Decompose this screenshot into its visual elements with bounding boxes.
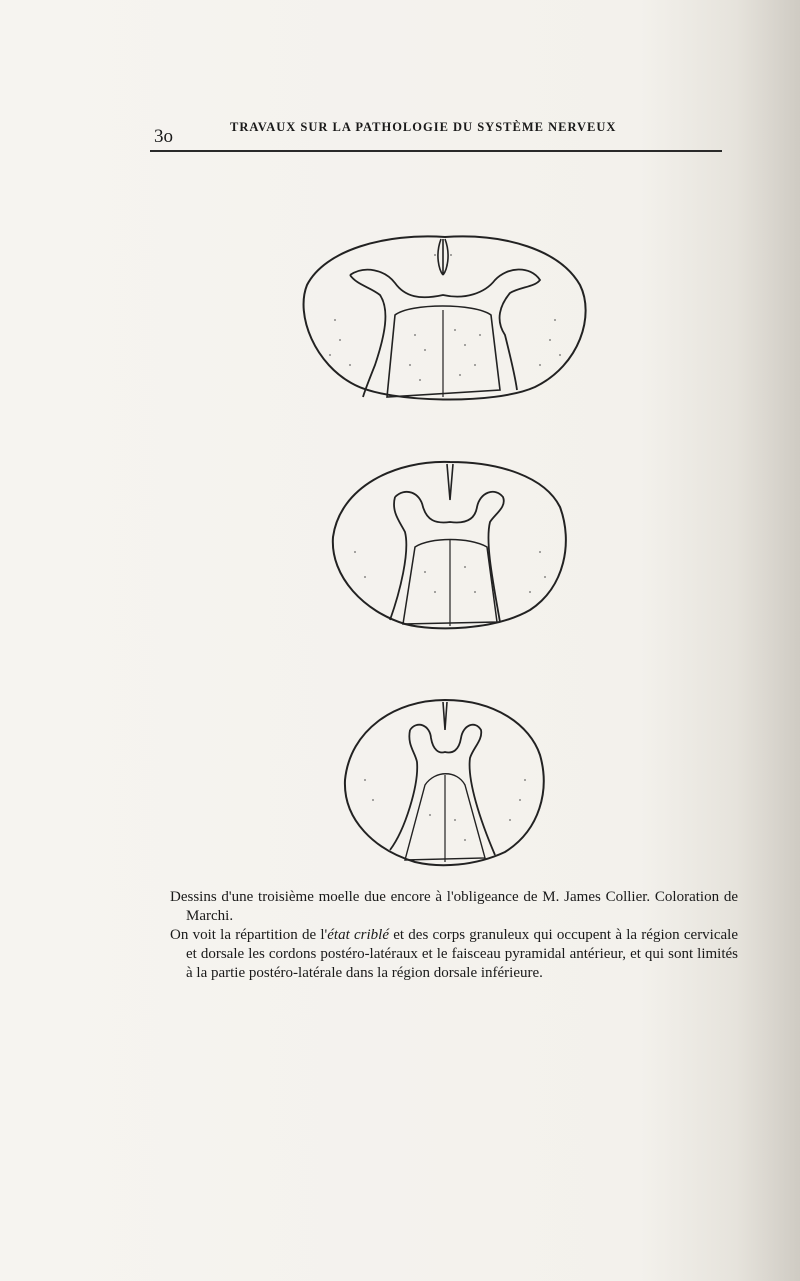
spinal-cord-section-middle (325, 452, 575, 632)
caption-italic-term: état criblé (327, 927, 389, 943)
page-number: 3o (154, 126, 173, 147)
caption-paragraph-2 (170, 926, 738, 983)
header-rule (150, 150, 722, 152)
running-title: TRAVAUX SUR LA PATHOLOGIE DU SYSTÈME NERVEUX (230, 120, 617, 134)
caption-text: On voit la répartition de l' (170, 927, 328, 943)
spinal-cord-section-upper (295, 225, 595, 415)
page-header (150, 118, 725, 148)
caption-paragraph-1: Dessins d'une troisième moelle due encore à l'obligeance de M. James Collier. Coloration de Marchi. (170, 889, 738, 924)
figure-caption (170, 888, 738, 983)
spinal-cord-section-lower (335, 690, 555, 870)
figure-plate (280, 220, 600, 870)
caption-text: et des corps granuleux qui occupent à la région cervicale et dorsale les cordons postéro-latéraux et le faisceau pyramidal antérieur, et qui sont limités à la partie postéro-latérale dans la région dorsale inférieure. (186, 927, 738, 981)
